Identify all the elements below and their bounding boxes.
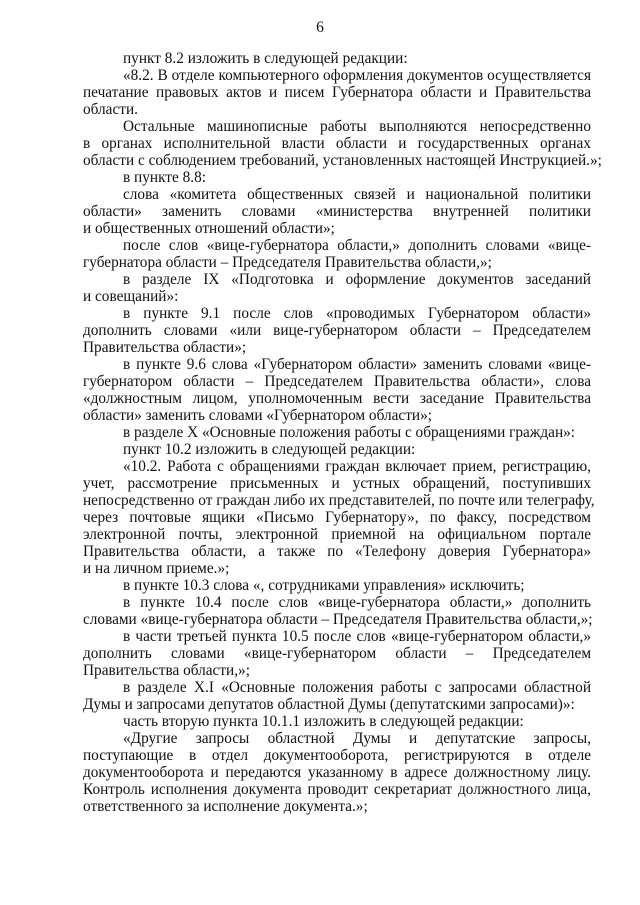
- text-line: в органах исполнительной власти области и государственных органах: [83, 135, 591, 152]
- text-line: в разделе IX «Подготовка и оформление документов заседаний: [123, 271, 591, 288]
- text-line: области» заменить словами «министерства внутренней политики: [83, 203, 591, 220]
- text-line: пункт 10.2 изложить в следующей редакции:: [123, 441, 416, 458]
- text-line: в пункте 10.3 слова «, сотрудниками управления» исключить;: [123, 577, 525, 594]
- text-line: и общественных отношений области»;: [83, 220, 335, 237]
- paragraph: [83, 730, 591, 815]
- text-line: «10.2. Работа с обращениями граждан включает прием, регистрацию,: [123, 458, 591, 475]
- text-line: в пункте 8.8:: [123, 169, 206, 186]
- text-line: в пункте 10.4 после слов «вице-губернатора области,» дополнить: [123, 594, 591, 611]
- text-line: документооборота и передаются указанному в адресе должностному лицу.: [83, 764, 591, 781]
- text-line: электронной почты, электронной приемной на официальном портале: [83, 526, 591, 543]
- text-line: «Другие запросы областной Думы и депутатские запросы,: [123, 730, 591, 747]
- paragraph: [83, 118, 602, 169]
- text-line: слова «комитета общественных связей и национальной политики: [123, 186, 591, 203]
- paragraph: [83, 237, 591, 271]
- text-line: дополнить словами «или вице-губернатором области – Председателем: [83, 322, 591, 339]
- paragraph: [83, 186, 591, 237]
- text-line: Правительства области»;: [83, 339, 247, 356]
- text-line: Думы и запросами депутатов областной Думы (депутатскими запросами)»:: [83, 696, 575, 713]
- text-line: в пункте 9.1 после слов «проводимых Губернатором области»: [123, 305, 591, 322]
- text-line: области с соблюдением требований, установленных настоящей Инструкцией.»;: [83, 152, 602, 169]
- text-line: словами «вице-губернатора области – Председателя Правительства области,»;: [83, 611, 593, 628]
- paragraph: [83, 356, 591, 424]
- paragraph: [83, 50, 591, 67]
- text-line: в разделе X «Основные положения работы с обращениями граждан»:: [123, 424, 576, 441]
- text-line: ответственного за исполнение документа.»;: [83, 798, 368, 815]
- paragraph: [83, 169, 591, 186]
- paragraph: [83, 628, 591, 679]
- paragraph: [83, 594, 591, 628]
- text-line: непосредственно от граждан либо их представителей, по почте или телеграфу,: [83, 492, 595, 509]
- paragraph: [83, 424, 591, 441]
- text-line: учет, рассмотрение присьменных и устных обращений, поступивших: [83, 475, 591, 492]
- text-line: Остальные машинописные работы выполняются непосредственно: [123, 118, 591, 135]
- text-line: дополнить словами «вице-губернатором области – Председателем: [83, 645, 591, 662]
- paragraph: [83, 271, 591, 305]
- text-line: губернатора области – Председателя Правительства области,»;: [83, 254, 492, 271]
- text-line: через почтовые ящики «Письмо Губернатору», по факсу, посредством: [83, 509, 591, 526]
- paragraph: [83, 713, 591, 730]
- paragraph: [83, 305, 591, 356]
- document-body: [83, 50, 602, 815]
- text-line: и совещаний»:: [83, 288, 179, 305]
- text-line: в части третьей пункта 10.5 после слов «вице-губернатором области,»: [123, 628, 591, 645]
- text-line: часть вторую пункта 10.1.1 изложить в следующей редакции:: [123, 713, 524, 730]
- text-line: Правительства области,»;: [83, 662, 250, 679]
- text-line: пункт 8.2 изложить в следующей редакции:: [123, 50, 408, 67]
- text-line: в разделе X.I «Основные положения работы с запросами областной: [123, 679, 591, 696]
- text-line: печатание правовых актов и писем Губернатора области и Правительства: [83, 84, 591, 101]
- text-line: Контроль исполнения документа проводит секретариат должностного лица,: [83, 781, 591, 798]
- paragraph: [83, 458, 595, 577]
- text-line: области» заменить словами «Губернатором области»;: [83, 407, 432, 424]
- paragraph: [83, 67, 591, 118]
- text-line: «должностным лицом, уполномоченным вести заседание Правительства: [83, 390, 591, 407]
- text-line: Правительства области, а также по «Телефону доверия Губернатора»: [83, 543, 591, 560]
- text-line: «8.2. В отделе компьютерного оформления документов осуществляется: [123, 67, 591, 84]
- paragraph: [83, 441, 591, 458]
- text-line: в пункте 9.6 слова «Губернатором области» заменить словами «вице-: [123, 356, 591, 373]
- text-line: и на личном приеме.»;: [83, 560, 230, 577]
- text-line: губернатором области – Председателем Правительства области», слова: [83, 373, 591, 390]
- page-number: 6: [316, 19, 324, 36]
- paragraph: [83, 679, 591, 713]
- text-line: области.: [83, 101, 138, 118]
- text-line: после слов «вице-губернатора области,» дополнить словами «вице-: [123, 237, 591, 254]
- text-line: поступающие в отдел документооборота, регистрируются в отделе: [83, 747, 591, 764]
- paragraph: [83, 577, 591, 594]
